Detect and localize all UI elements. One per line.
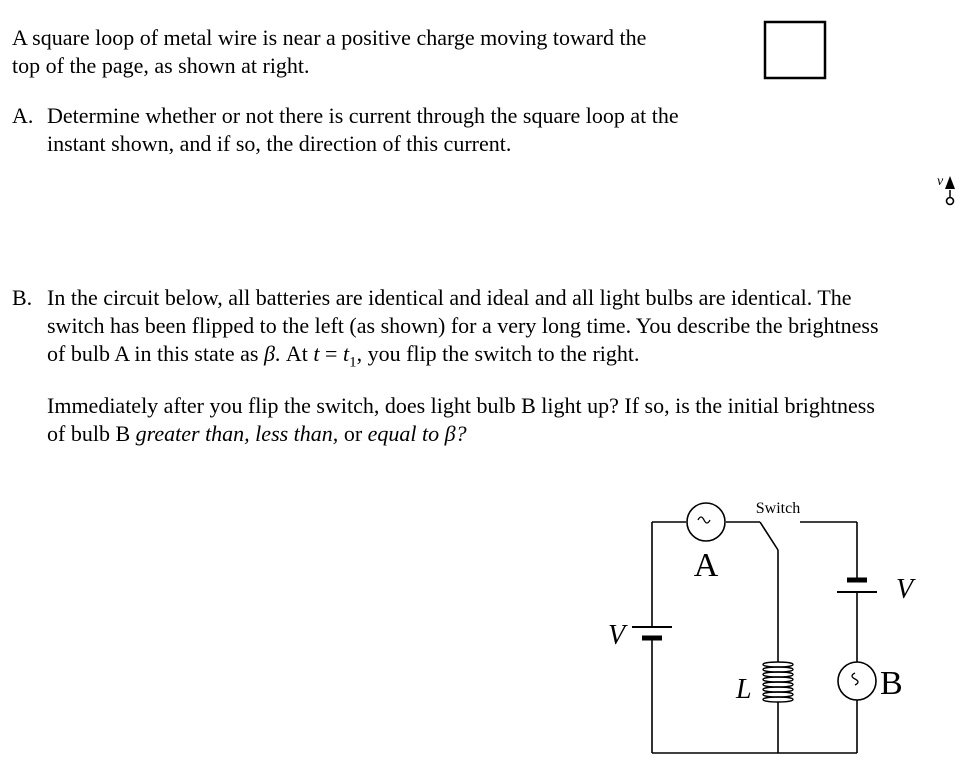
left-battery-icon <box>632 627 672 638</box>
moving-charge <box>937 174 955 205</box>
circuit-diagram <box>652 522 857 753</box>
bulb-a-icon <box>687 503 725 541</box>
bulb-b-label: B <box>880 665 903 702</box>
part-b-line-3: of bulb A in this state as β. At $t = t_1$, you flip the switch to the right. <box>47 341 640 371</box>
velocity-arrow-head <box>945 176 955 189</box>
positive-charge-icon <box>947 198 954 205</box>
part-a-letter: A. <box>12 103 34 128</box>
bulb-b-icon <box>838 662 876 700</box>
part-b-line-1: In the circuit below, all batteries are identical and ideal and all light bulbs are identical. The <box>47 285 852 310</box>
question-line-2: of bulb B greater than, less than, or equal to β? <box>47 421 467 446</box>
part-a-line-2: instant shown, and if so, the direction of this current. <box>47 131 512 156</box>
intro-line-1: A square loop of metal wire is near a positive charge moving toward the <box>12 25 647 50</box>
right-battery-label: V <box>896 574 914 605</box>
part-b-letter: B. <box>12 285 33 310</box>
inductor-label: L <box>736 674 752 705</box>
switch-label: Switch <box>755 500 801 517</box>
inductor-icon <box>763 662 793 702</box>
beta-symbol: β <box>263 341 275 366</box>
velocity-label: v <box>937 174 944 189</box>
right-battery-icon <box>837 580 877 592</box>
part-b-line-2: switch has been flipped to the left (as shown) for a very long time. You describe the brightness <box>47 313 879 338</box>
square-loop <box>765 22 825 78</box>
bulb-a-label: A <box>693 547 719 584</box>
left-battery-label: V <box>608 620 626 651</box>
intro-line-2: top of the page, as shown at right. <box>12 53 310 78</box>
switch-blade <box>760 522 778 550</box>
question-line-1: Immediately after you flip the switch, does light bulb B light up? If so, is the initial brightness <box>47 393 875 418</box>
part-a-line-1: Determine whether or not there is current through the square loop at the <box>47 103 679 128</box>
